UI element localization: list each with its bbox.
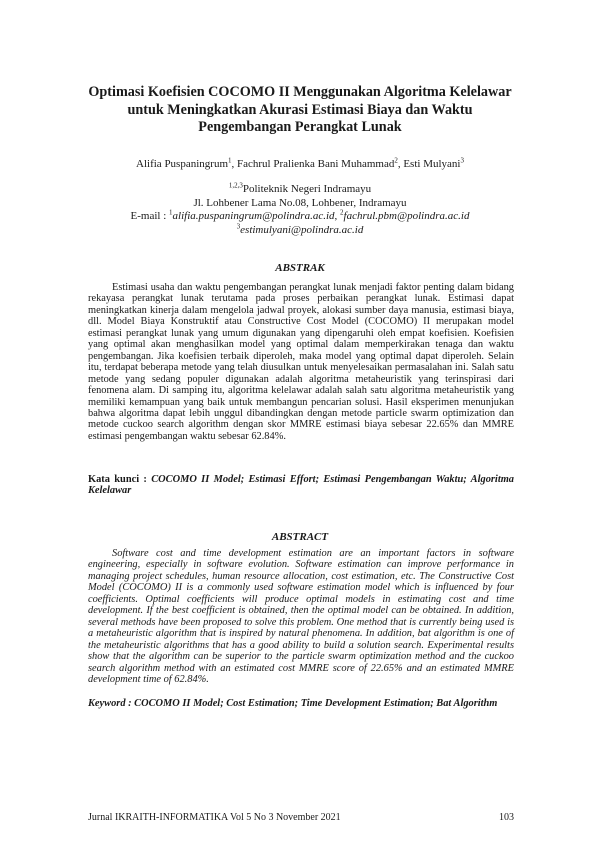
- email-link[interactable]: fachrul.pbm@polindra.ac.id: [343, 210, 470, 222]
- paper-title: [60, 84, 540, 137]
- email-label: E-mail :: [130, 210, 170, 222]
- email-separator: ,: [334, 210, 341, 222]
- email-superscript: 3: [236, 221, 241, 230]
- kata-kunci-value: COCOMO II Model; Estimasi Effort; Estimasi Pengembangan Waktu; Algoritma Kelelawar: [88, 474, 514, 497]
- abstract-body: Software cost and time development estimation are an important factors in software engineering, especially in software evolution. Software estimation can improve performance in managing project schedules, human resource allocation, cost estimation, etc. The Constructive Cost Model (COCOMO) II is a commonly used software estimation model which is influenced by four coefficients. Optimal coefficients will produce optimal models in estimating cost and time development. If the best coefficient is obtained, then the optimal model can be obtained. In addition, several methods have been proposed to solve this problem. One method that is currently being used is a metaheuristic algorithm that is inspired by natural phenomena. In addition, bat algorithm is one of the metaheuristic algorithms that has a good ability to build a solution search. Experimental results show that the algorithm can be superior to the particle swarm optimization method and the cuckoo search algorithm method with an estimated cost MMRE score of 22.65% and an estimated MMRE development time of 62.84%.: [88, 548, 514, 685]
- title-line-1: Optimasi Koefisien COCOMO II Menggunakan Algoritma Kelelawar: [88, 84, 512, 100]
- title-line-2: untuk Meningkatkan Akurasi Estimasi Biaya dan Waktu: [127, 101, 473, 118]
- email-line: [40, 210, 560, 224]
- author-superscript: 2: [394, 156, 398, 165]
- institution-line: [40, 183, 560, 197]
- title-line-3: Pengembangan Perangkat Lunak: [198, 119, 402, 135]
- journal-footer: Jurnal IKRAITH-INFORMATIKA Vol 5 No 3 November 2021: [88, 812, 341, 823]
- keywords-english: Keyword : COCOMO II Model; Cost Estimation; Time Development Estimation; Bat Algorithm: [88, 698, 498, 709]
- address-line: Jl. Lohbener Lama No.08, Lohbener, Indramayu: [193, 196, 407, 209]
- email-link[interactable]: alifia.puspaningrum@polindra.ac.id: [172, 210, 335, 222]
- author-superscript: 1: [228, 156, 232, 165]
- page-number: 103: [499, 812, 514, 823]
- abstrak-heading: ABSTRAK: [275, 262, 325, 274]
- institution-superscript: 1,2,3: [228, 181, 243, 190]
- abstrak-body: Estimasi usaha dan waktu pengembangan perangkat lunak menjadi faktor penting dalam bidang rekayasa perangkat lunak terutama pada proses perbaikan perangkat lunak. Estimasi dapat meningkatkan kinerja dalam mengelola jadwal proyek, alokasi sumber daya manusia, estimasi biaya, dll. Model Biaya Konstruktif atau Constructive Cost Model (COCOMO) II merupakan model estimasi perangkat lunak yang umum digunakan yang dipengaruhi oleh empat koefisien. Koefisien yang optimal akan menghasilkan model yang optimal dalam memperkirakan tenaga dan waktu pengembangan. Jika koefisien terbaik diperoleh, maka model yang optimal dapat diperoleh. Selain itu, terdapat beberapa metode yang telah diusulkan untuk menyelesaikan permasalahan ini. Salah satu metode yang sedang populer digunakan adalah algoritma metaheuristik yang terinspirasi dari fenomena alam. Di samping itu, algoritma kelelawar adalah salah satu algoritma metaheuristik yang memiliki kemampuan yang baik untuk membangun pencarian solusi. Hasil eksperimen menunjukan bahwa algoritma dapat lebih unggul dibandingkan dengan metode particle swarm optimization dan metode cuckoo search algorithm dengan skor MMRE estimasi biaya sebesar 22.65% dan MMRE estimasi pengembangan waktu sebesar 62.84%.: [88, 282, 514, 442]
- email-superscript: 1: [169, 208, 173, 217]
- abstract-heading: ABSTRACT: [271, 531, 329, 543]
- affiliation-block: [40, 183, 560, 237]
- email-superscript: 2: [340, 208, 344, 217]
- author-name: Alifia Puspaningrum: [136, 158, 228, 170]
- author-separator: ,: [397, 158, 404, 170]
- kata-kunci-label: Kata kunci :: [88, 474, 152, 485]
- email-line-2: [40, 221, 560, 238]
- kata-kunci: [88, 474, 514, 497]
- institution-name: Politeknik Negeri Indramayu: [242, 183, 372, 195]
- email-link[interactable]: estimulyani@polindra.ac.id: [240, 223, 364, 236]
- author-list: [40, 158, 560, 170]
- author-name: Fachrul Pralienka Bani Muhammad: [237, 158, 395, 170]
- author-superscript: 3: [460, 156, 464, 165]
- author-separator: ,: [231, 158, 237, 170]
- author-name: Esti Mulyani: [403, 158, 461, 170]
